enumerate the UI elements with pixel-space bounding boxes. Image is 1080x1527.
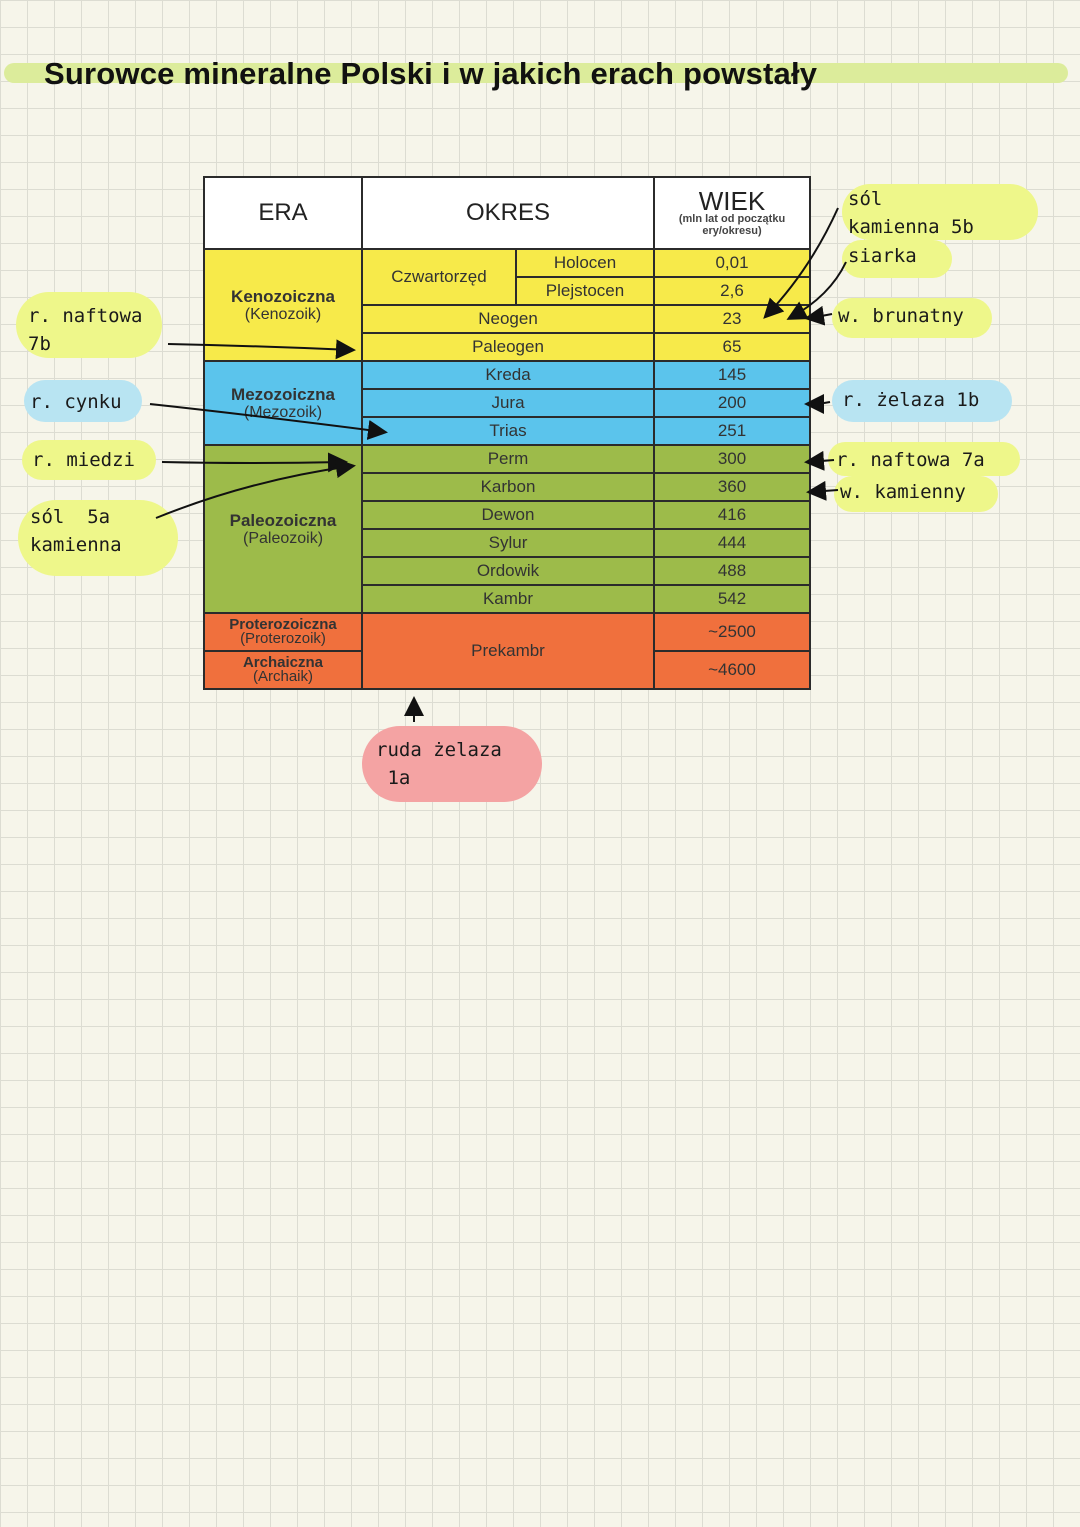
okres-cell: Jura bbox=[362, 389, 654, 417]
wiek-cell: 23 bbox=[654, 305, 810, 333]
era-archaiczna: Archaiczna (Archaik) bbox=[204, 651, 362, 689]
wiek-cell: ~2500 bbox=[654, 613, 810, 651]
era-paleozoiczna: Paleozoiczna (Paleozoik) bbox=[204, 445, 362, 613]
wiek-cell: 251 bbox=[654, 417, 810, 445]
wiek-cell: 444 bbox=[654, 529, 810, 557]
note-ropa-naftowa-7b: r. naftowa 7b bbox=[28, 305, 143, 355]
okres-czwartorzed: Czwartorzęd bbox=[362, 249, 516, 305]
okres-cell: Karbon bbox=[362, 473, 654, 501]
arrow-zelaza-1b bbox=[808, 402, 830, 404]
header-wiek: WIEK (mln lat od początku ery/okresu) bbox=[654, 177, 810, 249]
arrow-w-brunatny bbox=[808, 314, 832, 318]
arrow-ropa-7b bbox=[168, 344, 352, 350]
era-kenozoiczna: Kenozoiczna (Kenozoik) bbox=[204, 249, 362, 361]
okres-cell: Neogen bbox=[362, 305, 654, 333]
wiek-cell: 2,6 bbox=[654, 277, 810, 305]
note-ruda-zelaza-1a: ruda żelaza 1a bbox=[376, 739, 502, 789]
okres-cell: Paleogen bbox=[362, 333, 654, 361]
header-era: ERA bbox=[204, 177, 362, 249]
wiek-cell: 416 bbox=[654, 501, 810, 529]
note-rudy-zelaza-1b: r. żelaza 1b bbox=[842, 389, 980, 411]
note-wegiel-brunatny: w. brunatny bbox=[838, 305, 964, 327]
wiek-cell: 300 bbox=[654, 445, 810, 473]
arrow-ropa-7a bbox=[808, 460, 834, 462]
wiek-cell: ~4600 bbox=[654, 651, 810, 689]
arrow-sol-5a bbox=[156, 466, 352, 518]
okres-cell: Sylur bbox=[362, 529, 654, 557]
okres-prekambr: Prekambr bbox=[362, 613, 654, 689]
note-wegiel-kamienny: w. kamienny bbox=[840, 481, 966, 503]
note-siarka: siarka bbox=[848, 245, 917, 267]
okres-cell: Trias bbox=[362, 417, 654, 445]
era-proterozoiczna: Proterozoiczna (Proterozoik) bbox=[204, 613, 362, 651]
era-mezozoiczna: Mezozoiczna (Mezozoik) bbox=[204, 361, 362, 445]
note-rudy-cynku: r. cynku bbox=[30, 391, 122, 413]
page-title: Surowce mineralne Polski i w jakich erach powstały bbox=[44, 56, 818, 91]
note-rudy-miedzi: r. miedzi bbox=[32, 449, 135, 471]
note-sol-kamienna-5b: sól kamienna 5b bbox=[848, 188, 974, 238]
wiek-cell: 200 bbox=[654, 389, 810, 417]
okres-cell: Kambr bbox=[362, 585, 654, 613]
wiek-cell: 65 bbox=[654, 333, 810, 361]
arrow-cynk bbox=[150, 404, 384, 432]
arrow-sol-5b bbox=[766, 208, 838, 316]
arrow-w-kamienny bbox=[810, 490, 838, 492]
okres-cell: Perm bbox=[362, 445, 654, 473]
okres-cell: Holocen bbox=[516, 249, 654, 277]
arrow-siarka bbox=[790, 262, 846, 318]
wiek-cell: 360 bbox=[654, 473, 810, 501]
okres-cell: Plejstocen bbox=[516, 277, 654, 305]
wiek-cell: 0,01 bbox=[654, 249, 810, 277]
wiek-cell: 488 bbox=[654, 557, 810, 585]
wiek-cell: 145 bbox=[654, 361, 810, 389]
arrow-miedz bbox=[162, 462, 344, 463]
wiek-cell: 542 bbox=[654, 585, 810, 613]
header-okres: OKRES bbox=[362, 177, 654, 249]
okres-cell: Dewon bbox=[362, 501, 654, 529]
okres-cell: Ordowik bbox=[362, 557, 654, 585]
okres-cell: Kreda bbox=[362, 361, 654, 389]
note-sol-kamienna-5a: sól 5a kamienna bbox=[30, 506, 122, 556]
note-ropa-naftowa-7a: r. naftowa 7a bbox=[836, 449, 985, 471]
